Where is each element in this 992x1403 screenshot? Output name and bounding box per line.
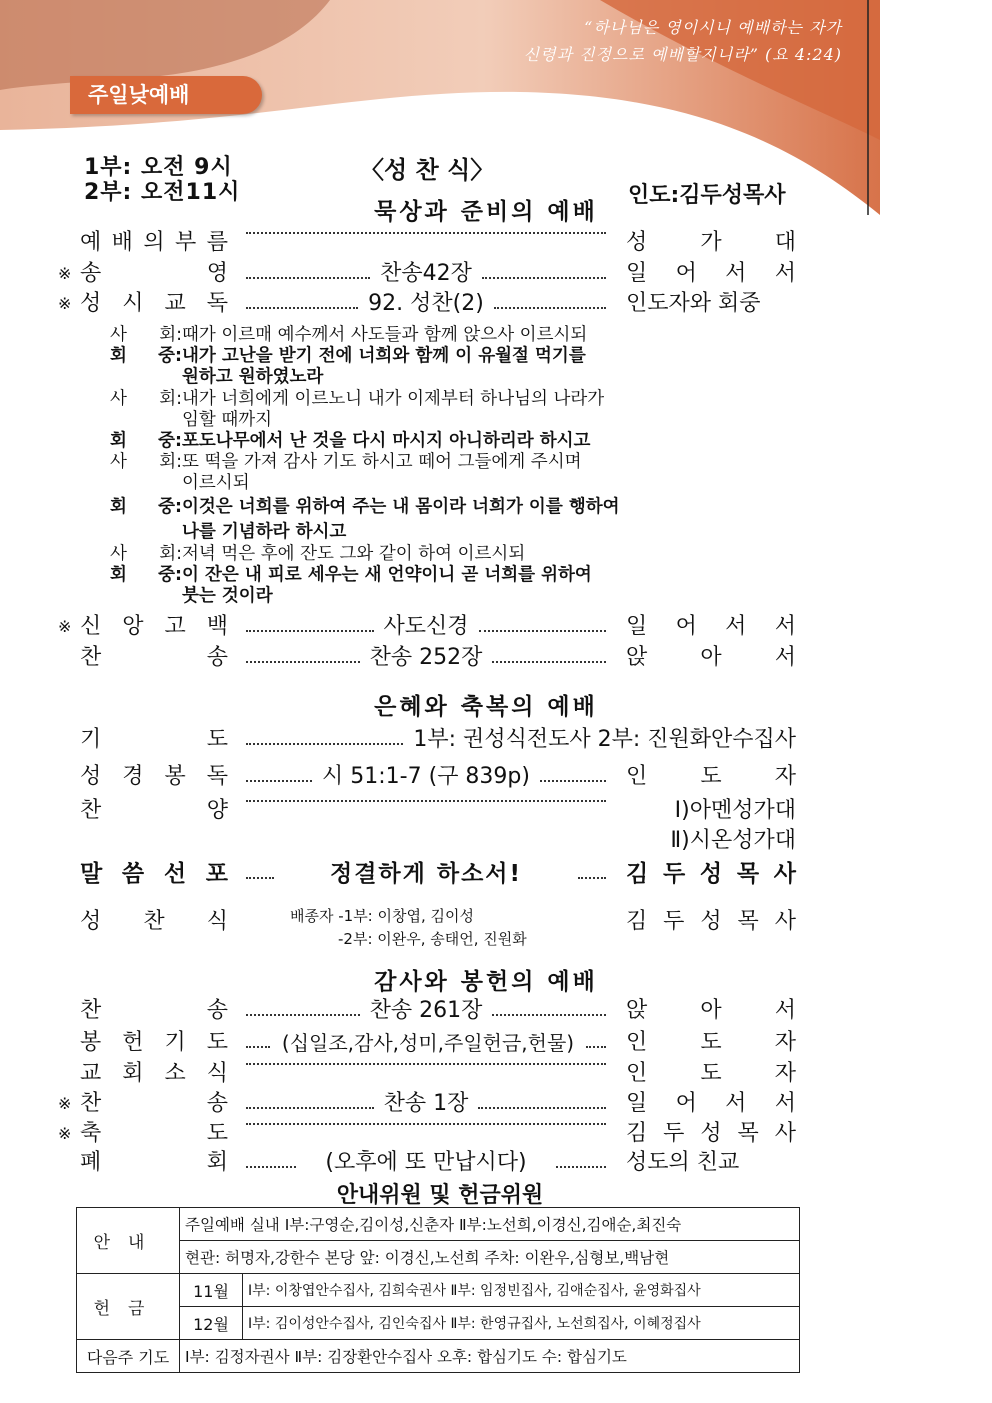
order-row-reading: ※ 성 시 교 독 92. 성찬(2) 인도자와 회중: [80, 289, 796, 319]
order-row-communion: 성 찬 식 김 두 성 목 사: [80, 909, 796, 934]
service-title: 〈성 찬 식〉: [360, 156, 495, 184]
communion-servers-1: 배종자 -1부: 이창엽, 김이성: [290, 907, 474, 925]
verse-line: 신령과 진정으로 예배할지니라” (요 4:24): [523, 45, 842, 64]
section-title-thanks: 감사와 봉헌의 예배: [374, 969, 598, 995]
service-badge: 주일낮예배: [70, 76, 262, 114]
order-row-hymn: ※ 송 영 찬송42장 일 어 서 서: [80, 259, 796, 289]
responsive-line: 회 중: 이것은 너희를 위하여 주는 내 몸이라 너희가 이를 행하여 나를 기념하라 하시고: [110, 497, 620, 542]
communion-servers-2: -2부: 이완우, 송태언, 진원화: [338, 930, 527, 948]
order-row-news: 교 회 소 식 인 도 자: [80, 1061, 796, 1086]
service-leader: 인도:김두성목사: [628, 183, 786, 208]
guide-label: 안내: [77, 1208, 180, 1274]
section-title-grace: 은혜와 축복의 예배: [374, 694, 598, 720]
order-content: 92. 성찬(2): [368, 291, 484, 316]
stand-mark: ※: [58, 294, 72, 313]
order-right: 성 가 대: [626, 230, 796, 255]
month-label: 12월: [180, 1307, 243, 1340]
order-row-benediction: ※ 축 도 김 두 성 목 사: [80, 1119, 796, 1149]
responsive-line: 사 회: 때가 이르매 예수께서 사도들과 함께 앉으사 이르시되: [110, 325, 588, 345]
committee-title: 안내위원 및 헌금위원: [336, 1183, 544, 1208]
header-verse: [524, 14, 842, 68]
next-prayer-text: Ⅰ부: 김정자권사 Ⅱ부: 김장환안수집사 오후: 합심기도 수: 합심기도: [180, 1340, 800, 1373]
committee-table: [76, 1207, 800, 1373]
order-name: 예 배 의 부 름: [80, 230, 228, 255]
responsive-line: 사 회: 저녁 먹은 후에 잔도 그와 같이 하여 이르시되: [110, 544, 526, 564]
stand-mark: ※: [58, 264, 72, 283]
offering-row: Ⅰ부: 이창엽안수집사, 김희숙권사 Ⅱ부: 임정빈집사, 김애순집사, 윤영화집사: [243, 1274, 800, 1307]
responsive-line: 회 중: 내가 고난을 받기 전에 너희와 함께 이 유월절 먹기를 원하고 원하였노라: [110, 346, 586, 387]
verse-line: “하나님은 영이시니 예배하는 자가: [584, 18, 842, 37]
order-row-creed: ※ 신 앙 고 백 사도신경 일 어 서 서: [80, 612, 796, 642]
guide-row-2: 현관: 허명자,강한수 본당 앞: 이경신,노선희 주차: 이완우,심형보,백남현: [180, 1241, 800, 1274]
service-time-1: 1부: 오전 9시: [84, 155, 233, 180]
order-row-hymn: ※ 찬 송 찬송 1장 일 어 서 서: [80, 1089, 796, 1119]
stand-mark: ※: [58, 1124, 72, 1143]
responsive-line: 회 중: 이 잔은 내 피로 세우는 새 언약이니 곧 너희를 위하여 붓는 것이라: [110, 565, 592, 606]
order-row-hymn: 찬 송 찬송 261장 앉 아 서: [80, 998, 796, 1023]
order-row-hymn: 찬 송 찬송 252장 앉 아 서: [80, 645, 796, 670]
order-row-prayer: 기 도 1부: 권성식전도사 2부: 진원화안수집사: [80, 727, 796, 752]
responsive-line: 회 중: 포도나무에서 난 것을 다시 마시지 아니하리라 하시고: [110, 431, 591, 451]
responsive-line: 사 회: 또 떡을 가져 감사 기도 하시고 떼어 그들에게 주시며 이르시되: [110, 452, 582, 493]
order-row-sermon: 말 씀 선 포 정결하게 하소서! 김 두 성 목 사: [80, 861, 796, 887]
order-row-scripture: 성 경 봉 독 시 51:1-7 (구 839p) 인 도 자: [80, 764, 796, 789]
stand-mark: ※: [58, 617, 72, 636]
order-content: 찬송42장: [380, 261, 472, 286]
next-prayer-label: 다음주 기도: [77, 1340, 180, 1373]
section-title-preparation: 묵상과 준비의 예배: [374, 199, 598, 225]
stand-mark: ※: [58, 1094, 72, 1113]
order-row-closing: 폐 회 (오후에 또 만납시다) 성도의 친교: [80, 1150, 740, 1175]
order-row-anthem-2: Ⅱ)시온성가대: [670, 828, 796, 853]
service-time-2: 2부: 오전11시: [84, 180, 241, 205]
order-row-offering: 봉 헌 기 도 (십일조,감사,성미,주일헌금,헌물) 인 도 자: [80, 1030, 796, 1055]
order-row-anthem: 찬 양 Ⅰ)아멘성가대: [80, 798, 796, 823]
offering-row: Ⅰ부: 김이성안수집사, 김인숙집사 Ⅱ부: 한영규집사, 노선희집사, 이혜정집사: [243, 1307, 800, 1340]
month-label: 11월: [180, 1274, 243, 1307]
responsive-line: 사 회: 내가 너희에게 이르노니 내가 이제부터 하나님의 나라가 임할 때까지: [110, 389, 605, 430]
order-row-call: [80, 228, 796, 258]
guide-row-1: 주일예배 실내 Ⅰ부:구영순,김이성,신춘자 Ⅱ부:노선희,이경신,김애순,최진숙: [180, 1208, 800, 1241]
offering-label: 헌금: [77, 1274, 180, 1340]
